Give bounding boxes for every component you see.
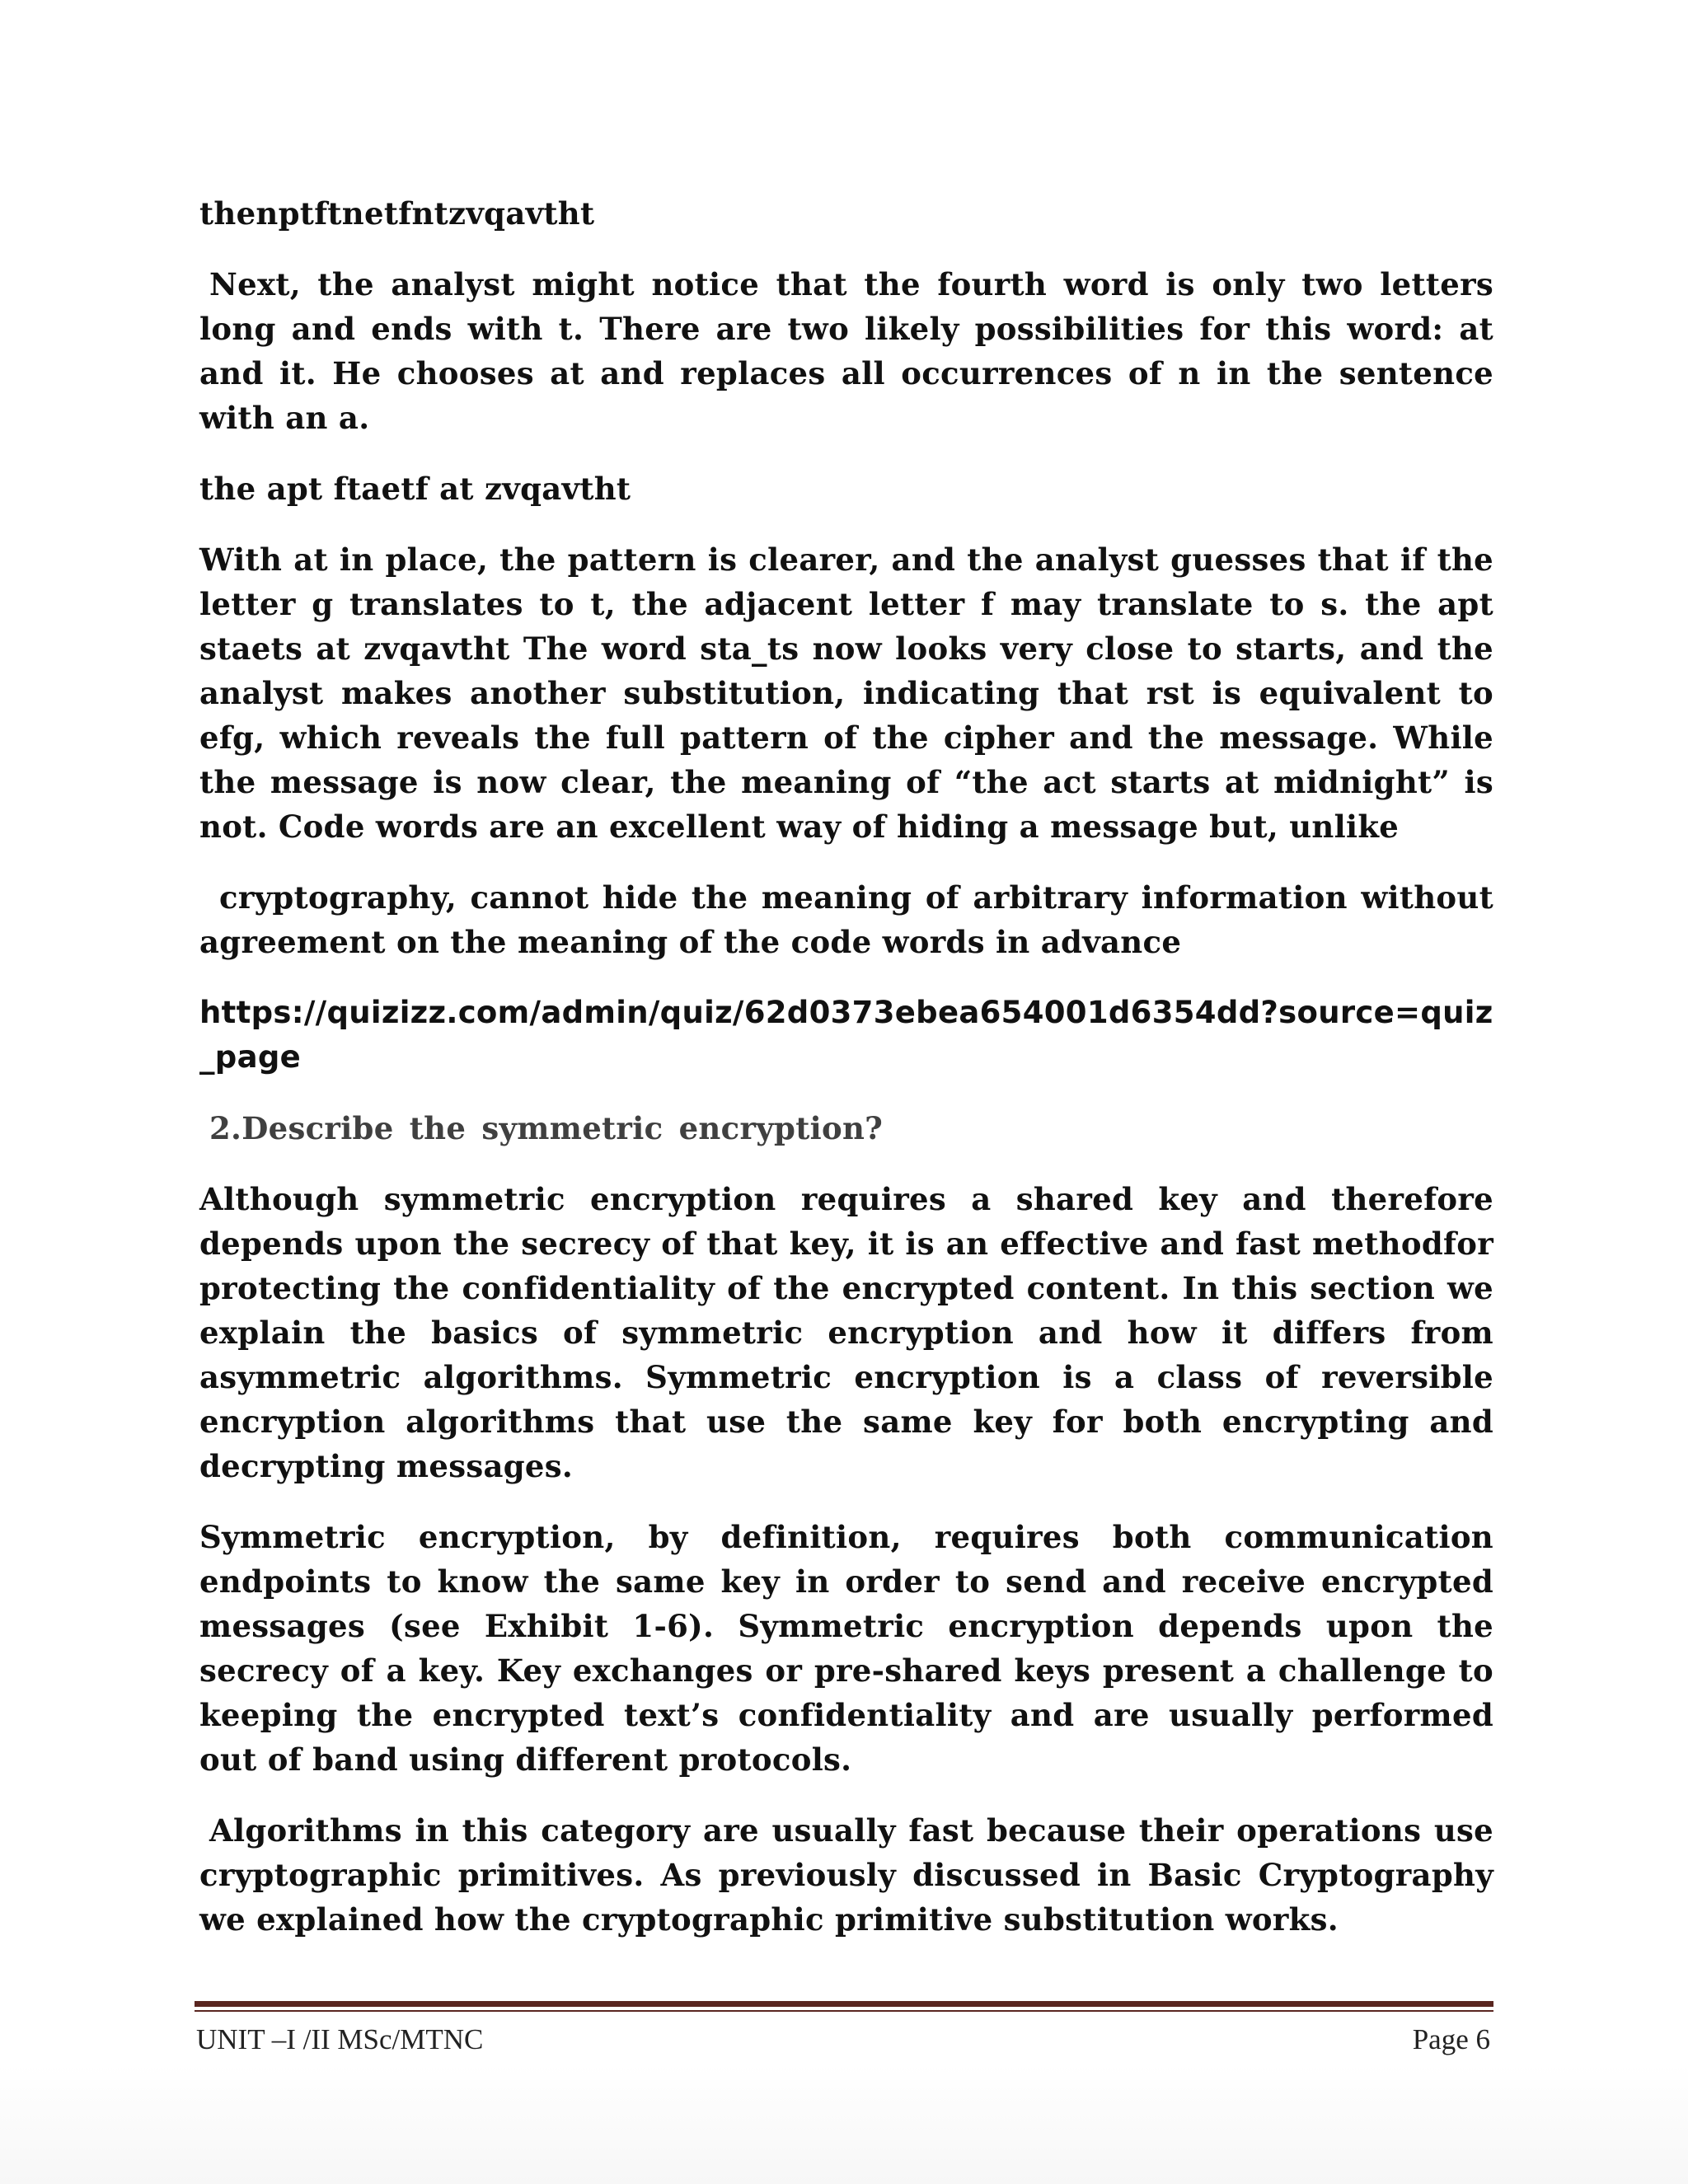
footer-rule-thin xyxy=(195,2010,1493,2012)
cipher-text-line-1: thenptftnetfntzvqavtht xyxy=(199,195,595,232)
paragraph-cryptography-meaning: cryptography, cannot hide the meaning of arbitrary information without agreement on the meaning of the code words in advance xyxy=(199,879,1493,960)
footer-unit-label: UNIT –I /II MSc/MTNC xyxy=(196,2023,484,2055)
paragraph-pattern-clearer: With at in place, the pattern is clearer, and the analyst guesses that if the letter g translates to t, the adjacent letter f may translate to s. the apt staets at zvqavtht The word sta_ts now looks very close to starts, and the analyst makes another substitution, indicating that rst is equivalent to efg, which reveals the full pattern of the cipher and the message. While the message is now clear, the meaning of “the act starts at midnight” is not. Code words are an excellent way of hiding a message but, unlike xyxy=(199,541,1493,845)
question-heading: 2.Describe the symmetric encryption? xyxy=(209,1110,884,1146)
paragraph-symmetric-intro: Although symmetric encryption requires a shared key and therefore depends upon the secrecy of that key, it is an effective and fast methodfor protecting the confidentiality of the encrypted content. In this section we explain the basics of symmetric encryption and how it differs from asymmetric algorithms. Symmetric encryption is a class of reversible encryption algorithms that use the same key for both encrypting and decrypting messages. xyxy=(199,1181,1493,1484)
footer-rule-thick xyxy=(195,2001,1493,2007)
paragraph-symmetric-definition: Symmetric encryption, by definition, requires both communication endpoints to know the same key in order to send and receive encrypted messages (see Exhibit 1-6). Symmetric encryption depends upon the secrecy of a key. Key exchanges or pre-shared keys present a challenge to keeping the encrypted text’s confidentiality and are usually performed out of band using different protocols. xyxy=(199,1519,1493,1778)
paragraph-fourth-word: Next, the analyst might notice that the fourth word is only two letters long and ends with t. There are two likely possibilities for this word: at and it. He chooses at and replaces all occurrences of n in the sentence with an a. xyxy=(199,266,1493,436)
quiz-link[interactable]: https://quizizz.com/admin/quiz/62d0373ebea654001d6354dd?source=quiz_page xyxy=(199,995,1493,1075)
cipher-text-line-2: the apt ftaetf at zvqavtht xyxy=(199,471,631,507)
paragraph-algorithms-fast: Algorithms in this category are usually fast because their operations use cryptographic primitives. As previously discussed in Basic Cryptography we explained how the cryptographic primitive substitution works. xyxy=(199,1812,1493,1938)
bottom-shade xyxy=(0,2064,1688,2184)
page-footer xyxy=(195,2019,1493,2060)
page-body xyxy=(199,191,1493,1968)
footer-page-number: Page 6 xyxy=(1412,2023,1490,2055)
